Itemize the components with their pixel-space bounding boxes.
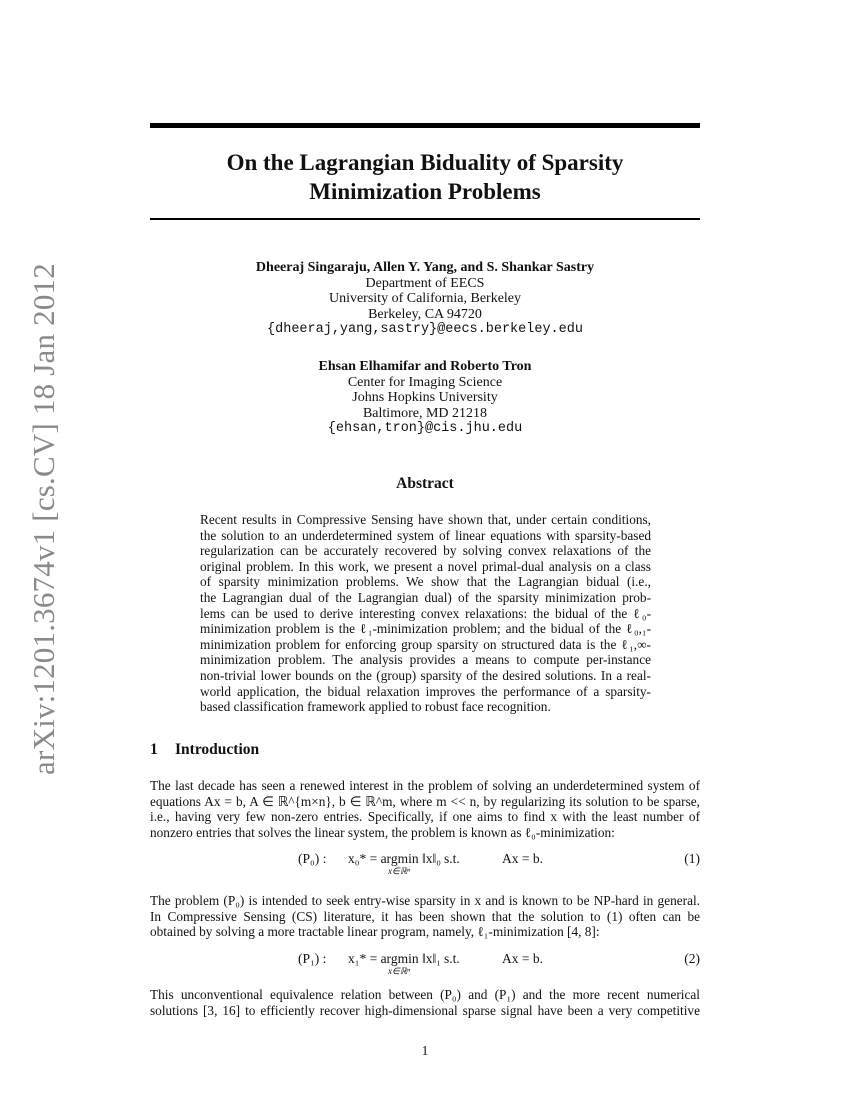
para-line: This unconventional equivalence relation between (P₀) and (P₁) and the more recent numerical (150, 987, 700, 1002)
para-line: In Compressive Sensing (CS) literature, it has been shown that the solution to (1) often can be (150, 908, 700, 924)
para-line: nonzero entries that solves the linear system, the problem is known as ℓ₀-minimization: (150, 824, 615, 840)
author-names: Ehsan Elhamifar and Roberto Tron (318, 359, 532, 374)
eq-number: (1) (684, 851, 700, 866)
equation-1 (150, 849, 700, 877)
abstract-line: world application, the bidual relaxation improves the performance of a sparsity- (200, 683, 651, 699)
author-university: University of California, Berkeley (328, 291, 522, 307)
eq-rhs: Ax = b. (502, 951, 543, 966)
abstract-line: lems can be used to derive interesting convex relaxations: the bidual of the ℓ₀- (200, 605, 651, 621)
abstract-line: original problem. In this work, we present a novel primal-dual analysis on a class (200, 558, 651, 574)
eq-lhs: x₁* = argmin ‖x‖₁ (348, 951, 441, 966)
author-dept: Department of EECS (365, 275, 485, 291)
abstract-line: the solution to an underdetermined system of linear equations with sparsity-based (200, 527, 651, 543)
section-heading (150, 741, 259, 759)
section-title: Introduction (175, 741, 260, 758)
title-line-1: On the Lagrangian Biduality of Sparsity (226, 150, 624, 175)
abstract-line: non-trivial lower bounds on the (group) sparsity of the desired solutions. In a real- (200, 667, 651, 683)
eq-rhs: Ax = b. (502, 851, 543, 866)
abstract-line: Recent results in Compressive Sensing have shown that, under certain conditions, (200, 512, 651, 527)
para-line: The problem (P₀) is intended to seek entry-wise sparsity in x and is known to be NP-hard in general. (150, 893, 700, 908)
equation-2 (150, 949, 700, 977)
author-dept: Center for Imaging Science (347, 374, 503, 390)
abstract-line: minimization problem for enforcing group sparsity on structured data is the ℓ₁,∞- (200, 636, 651, 652)
paper-title (150, 148, 700, 206)
title-bottom-rule (150, 218, 700, 220)
eq-st: s.t. (444, 951, 460, 966)
abstract-body (200, 512, 651, 715)
eq-lhs: x₀* = argmin ‖x‖₀ (348, 851, 441, 866)
author-university: Johns Hopkins University (352, 390, 498, 406)
intro-paragraph-3 (150, 987, 700, 1018)
abstract-line: the Lagrangian dual of the Lagrangian dual) of the sparsity minimization prob- (200, 589, 651, 605)
abstract-line: based classification framework applied to robust face recognition. (200, 699, 551, 715)
abstract-line: of sparsity minimization problems. We show that the Lagrangian bidual (i.e., (200, 574, 651, 590)
author-block-2 (150, 359, 700, 437)
author-location: Berkeley, CA 94720 (368, 306, 482, 322)
page-number: 1 (421, 1043, 429, 1058)
title-line-2: Minimization Problems (309, 179, 541, 204)
abstract-line: minimization problem is the ℓ₁-minimization problem; and the bidual of the ℓ₀,₁- (200, 621, 651, 637)
author-block-1 (150, 260, 700, 338)
eq-label: (P₀) : (298, 851, 327, 866)
section-number: 1 (150, 741, 158, 758)
eq-subscript: x∈ℝⁿ (388, 866, 410, 876)
author-location: Baltimore, MD 21218 (362, 405, 488, 421)
para-line: obtained by solving a more tractable linear program, namely, ℓ₁-minimization [4, 8]: (150, 924, 600, 940)
eq-st: s.t. (444, 851, 460, 866)
para-line: i.e., having very few non-zero entries. Specifically, if one aims to find x with the least number of (150, 809, 700, 825)
intro-paragraph-1 (150, 778, 700, 840)
abstract-line: regularization can be accurately recovered by solving convex relaxations of the (200, 543, 651, 559)
eq-subscript: x∈ℝⁿ (388, 966, 410, 976)
para-line: equations Ax = b, A ∈ ℝ^{m×n}, b ∈ ℝ^m, where m << n, by regularizing its solution to be sparse, (150, 793, 700, 809)
para-line: solutions [3, 16] to efficiently recover high-dimensional sparse signal have been a very competitive (150, 1002, 700, 1018)
author-names: Dheeraj Singaraju, Allen Y. Yang, and S. Shankar Sastry (255, 260, 595, 275)
arxiv-stamp: arXiv:1201.3674v1 [cs.CV] 18 Jan 2012 (26, 263, 61, 775)
intro-paragraph-2 (150, 893, 700, 940)
title-top-rule (150, 123, 700, 128)
eq-number: (2) (684, 951, 700, 966)
abstract-line: minimization problem. The analysis provides a means to compute per-instance (200, 652, 651, 668)
author-email: {ehsan,tron}@cis.jhu.edu (327, 421, 523, 437)
eq-label: (P₁) : (298, 951, 327, 966)
author-email: {dheeraj,yang,sastry}@eecs.berkeley.edu (267, 322, 583, 338)
abstract-heading: Abstract (396, 475, 454, 492)
para-line: The last decade has seen a renewed interest in the problem of solving an underdetermined system of (150, 778, 700, 793)
